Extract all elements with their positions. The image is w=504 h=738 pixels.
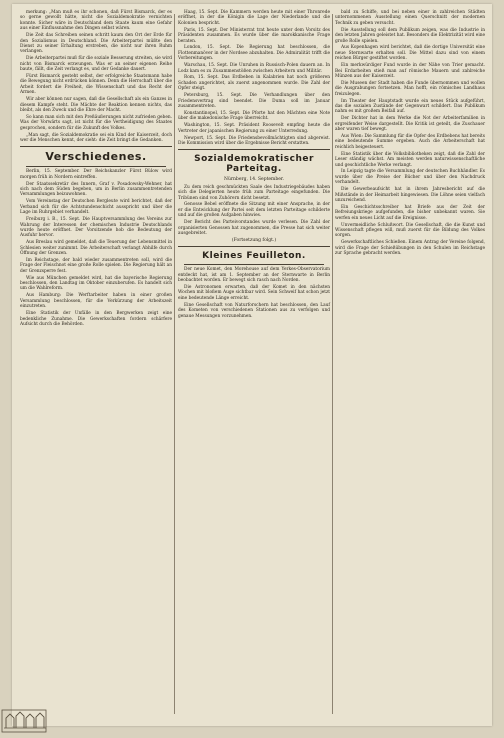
paragraph: Eine Statistik über die Volksbibliotheken zeigt, daß die Zahl der Leser ständig wächst. Am meisten werden naturwissenschaftliche und geschichtliche Werke verlangt.	[335, 151, 485, 168]
paragraph: Genosse Bebel eröffnete die Sitzung mit einer Ansprache, in der er die Entwicklung der Partei seit dem letzten Parteitage schilderte und auf die großen Aufgaben hinwies.	[178, 202, 330, 219]
section-divider	[178, 149, 330, 150]
section-title-parteitag: Sozialdemokratischer Parteitag.	[194, 154, 314, 175]
library-stamp-icon	[0, 708, 48, 734]
paragraph: Zu dem reich geschmückten Saale des Industriegebäudes haben sich die Delegierten heute früh zum Parteitage eingefunden. Die Tribünen sind von Zuhörern dicht besetzt.	[178, 184, 330, 201]
column-middle	[178, 10, 330, 320]
paragraph: Die Gewerbeaufsicht hat in ihrem Jahresbericht auf die Mißstände in der Heimarbeit hingewiesen. Die Löhne seien vielfach unzureichend.	[335, 187, 485, 203]
paragraph: Wie aus München gemeldet wird, hat die bayerische Regierung beschlossen, den Landtag im Oktober einzuberufen. Es handelt sich um die Wahlreform.	[20, 275, 172, 292]
paragraph: So kann man sich mit den Preßäußerungen nicht zufrieden geben. Was der Vorwärts sagt, ist nicht für die Vertheidigung des Staates gesprochen, sondern für die Zukunft des Volkes.	[20, 114, 172, 131]
paragraph: Unvermeidliche Schlußwort. Die Gesellschaft, die die Kunst und Wissenschaft pflegen will, muß zuerst für die Bildung des Volkes sorgen.	[335, 222, 485, 239]
paragraph: Newport, 15. Sept. Die Friedensbevollmächtigten sind abgereist. Die Kommission wird über die Ergebnisse Bericht erstatten.	[178, 135, 330, 146]
paragraph: Konstantinopel, 15. Sept. Die Pforte hat den Mächten eine Note über die makedonische Frage überreicht.	[178, 110, 330, 122]
paragraph: Gewerkschaftliches Schießen. Einem Antrag der Vereine folgend, wird die Frage der Schießübungen in den Schulen im Reichstage zur Sprache gebracht werden.	[335, 240, 485, 257]
paragraph: Washington, 15. Sept. Präsident Roosevelt empfing heute die Vertreter der japanischen Regierung zu einer Unterredung.	[178, 123, 330, 134]
paragraph: Vom Vereinstag der Deutschen Bergleute wird berichtet, daß der Verband sich für die Achtstundenschicht ausspricht und über die Lage im Ruhrgebiet verhandelt.	[20, 199, 172, 216]
continuation-note: (Fortsetzung folgt.)	[231, 237, 277, 243]
paragraph: Fürst Bismarck gesteht selbst, der erfolgreiche Staatsmann habe die Bewegung nicht erdrücken können. Denn die Herrschaft über die Arbeit fordert die Freiheit, die Wissenschaft und das Recht der Armen.	[20, 73, 172, 96]
paragraph: Der Staatssekretär des Innern, Graf v. Posadowsky-Wehner, hat sich nach dem Süden begeben, um in Berlin zusammentretenden Versammlungen beizuwohnen.	[20, 181, 172, 198]
paragraph: Die Museen der Stadt haben die Funde übernommen und wollen die Ausgrabungen fortsetzen. Man hofft, ein römisches Landhaus freizulegen.	[335, 80, 485, 97]
paragraph: Wir aber können nur sagen, daß die Gesellschaft als ein Ganzes in diesem Kampfe steht. Die Mächte der Reaktion kennen nichts, das bleibt, als den Zweck und die Ehre der Macht.	[20, 97, 172, 113]
paragraph: Ein Geschichtsschreiber hat Briefe aus der Zeit der Befreiungskriege aufgefunden, die bisher unbekannt waren. Sie werfen ein neues Licht auf die Ereignisse.	[335, 204, 485, 221]
paragraph: Aus Kopenhagen wird berichtet, daß die dortige Universität eine neue Sternwarte erhalten soll. Die Mittel dazu sind von einem reichen Bürger gestiftet worden.	[335, 45, 485, 62]
paragraph: Warschau, 15. Sept. Die Unruhen in Russisch-Polen dauern an. In Lodz kam es zu Zusammenstößen zwischen Arbeitern und Militär.	[178, 63, 330, 74]
section-title-verschiedenes: Verschiedenes.	[45, 150, 147, 164]
paragraph: Freiburg i. B., 15. Sept. Die Hauptversammlung des Vereins zur Wahrung der Interessen der chemischen Industrie Deutschlands wurde heute eröffnet. Der Vorsitzende hob die Bedeutung der Ausfuhr hervor.	[20, 217, 172, 239]
column-left	[20, 10, 172, 329]
paragraph: Ein merkwürdiger Fund wurde in der Nähe von Trier gemacht. Bei Erdarbeiten stieß man auf römische Mauern und zahlreiche Münzen aus der Kaiserzeit.	[335, 63, 485, 79]
paragraph: Der Bericht des Parteivorstandes wurde verlesen. Die Zahl der organisierten Genossen hat zugenommen, die Presse hat sich weiter ausgebreitet.	[178, 220, 330, 236]
paragraph: In Leipzig tagte die Versammlung der deutschen Buchhändler. Es wurde über die Preise der Bücher und über den Nachdruck verhandelt.	[335, 169, 485, 186]
paragraph: Die Arbeiterpartei muß für die soziale Besserung streiten, sie wird nicht von Bismarck erzwungen. Was er an seiner eigenen Reihe baute, fällt, die Zeit verlangt es, und der Gedanke dauert.	[20, 56, 172, 73]
column-separator	[174, 14, 175, 714]
paragraph: Haag, 15. Sept. Die Kammern werden heute mit einer Thronrede eröffnet, in der die Königin die Lage der Niederlande und die Kolonien bespricht.	[178, 10, 330, 26]
paragraph: Die Zeit das Schreiben seinen schritt kaum den Ort der Erde für den Sozialismus in Deutschland. Die Arbeiterpartei müßte den Dienst zu seiner Erhaltung erstreben, die nicht nur ihren Ruhm verlangen.	[20, 33, 172, 55]
paragraph: Eine Statistik der Unfälle in den Bergwerken zeigt eine bedenkliche Zunahme. Die Gewerkschaften fordern schärfere Aufsicht durch die Behörden.	[20, 311, 172, 327]
paragraph: „Man sagt, die Sozialdemokratie sei ein Kind der Kaiserzeit, doch wer die Menschen kennt, der sieht: die Zeit bringt die Gedanken.	[20, 132, 172, 143]
section-subhead: Nürnberg, 14. September.	[224, 177, 284, 183]
paragraph: Aus Breslau wird gemeldet, daß die Teuerung der Lebensmittel in Schlesien weiter zunimmt. Die Arbeiterschaft verlangt Abhilfe durch Öffnung der Grenzen.	[20, 240, 172, 257]
paragraph: Aus Wien: Die Sammlung für die Opfer des Erdbebens hat bereits eine bedeutende Summe ergeben. Auch die Arbeiterschaft hat reichlich beigesteuert.	[335, 134, 485, 150]
paragraph: merkung: „Man muß es ihr schonen, daß Fürst Bismarck, der es so gerne gewollt hätte, nicht die Sozialdemokratie vernichten konnte. Sicher wäre in Deutschland dem Staate kaum eine Gefahr aus einer Einflussnahme den Dingen selbst wären.	[20, 10, 172, 32]
paragraph: Im Reichstage, der bald wieder zusammentreten soll, wird die Frage der Fleischnot eine große Rolle spielen. Die Regierung hält an der Grenzsperre fest.	[20, 257, 172, 274]
paragraph: Aus Hamburg: Die Werftarbeiter haben in einer großen Versammlung beschlossen, für die Verkürzung der Arbeitszeit einzutreten.	[20, 293, 172, 310]
paragraph: Berlin, 15. September. Der Reichskanzler Fürst Bülow wird morgen früh in Nordern eintreffen.	[20, 169, 172, 180]
paragraph: Petersburg, 15. Sept. Die Verhandlungen über den Friedensvertrag sind beendet. Die Duma soll im Januar zusammentreten.	[178, 93, 330, 109]
section-divider	[20, 146, 172, 147]
paragraph: Der neue Komet, den Morehouse auf dem Yerkes-Observatorium entdeckt hat, ist am 1. September an der Sternwarte in Berlin beobachtet worden. Er bewegt sich rasch nach Norden.	[178, 267, 330, 284]
paragraph: Die Astronomen erwarten, daß der Komet in den nächsten Wochen mit bloßem Auge sichtbar wird. Sein Schweif hat schon jetzt eine bedeutende Länge erreicht.	[178, 285, 330, 301]
column-right	[335, 10, 485, 258]
title-rule	[26, 166, 166, 167]
title-rule	[184, 264, 324, 265]
section-title-feuilleton: Kleines Feuilleton.	[202, 251, 306, 262]
newspaper-page	[12, 4, 492, 726]
paragraph: London, 15. Sept. Die Regierung hat beschlossen, die Flottenmanöver in der Nordsee abzuhalten. Die Admiralität trifft die Vorbereitungen.	[178, 45, 330, 62]
paragraph: bald zu Schiffe, und bei neben einer in zahlreichen Städten unternommenen Ausstellung einen Querschnitt der modernen Technik zu geben versucht.	[335, 10, 485, 26]
paragraph: Rom, 15. Sept. Das Erdbeben in Kalabrien hat noch größeren Schaden angerichtet, als zuerst angenommen wurde. Die Zahl der Opfer steigt.	[178, 75, 330, 92]
section-divider	[178, 246, 330, 247]
column-separator	[332, 14, 333, 714]
paragraph: Im Theater der Hauptstadt wurde ein neues Stück aufgeführt, das die sozialen Zustände der Gegenwart schildert. Das Publikum nahm es mit großem Beifall auf.	[335, 98, 485, 115]
paragraph: Eine Gesellschaft von Naturforschern hat beschlossen, den Lauf des Kometen von verschiedenen Stationen aus zu verfolgen und genaue Messungen vorzunehmen.	[178, 302, 330, 319]
paragraph: Der Dichter hat in dem Werke die Not der Arbeiterfamilien in ergreifender Weise dargestellt. Die Kritik ist geteilt, die Zuschauer aber waren tief bewegt.	[335, 116, 485, 133]
paragraph: Paris, 15. Sept. Der Ministerrat trat heute unter dem Vorsitz des Präsidenten zusammen. Es wurde über die marokkanische Frage beraten.	[178, 27, 330, 44]
paragraph: Die Ausstellung soll dem Publikum zeigen, was die Industrie in den letzten Jahren geleistet hat. Besonders die Elektrizität wird eine große Rolle spielen.	[335, 27, 485, 44]
